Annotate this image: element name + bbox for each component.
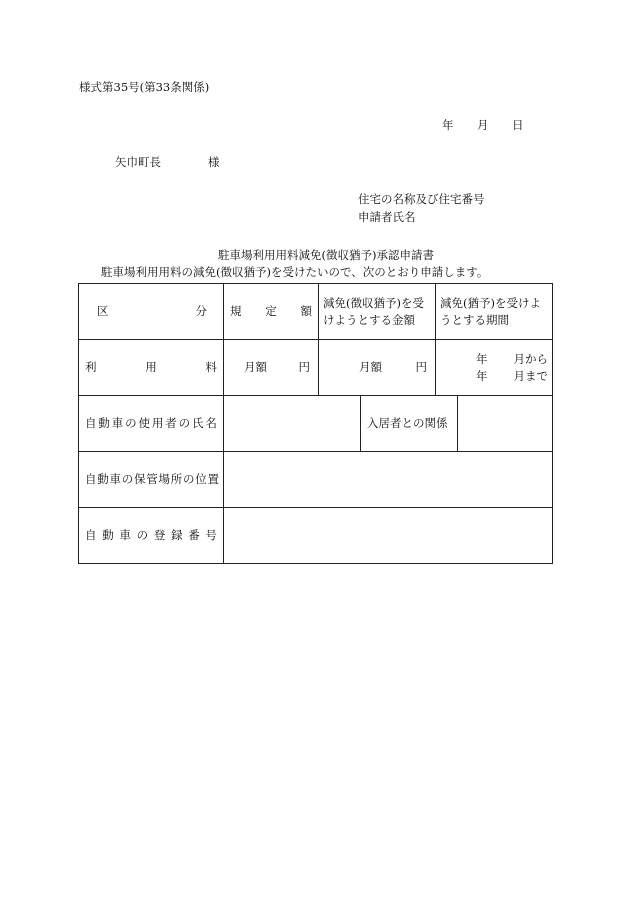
label-char: 管: [146, 472, 158, 487]
label-char: 場: [158, 472, 170, 487]
registration-number-row: [79, 508, 553, 564]
usage-fee-label-cell: [79, 340, 224, 396]
header-standard-cell: [224, 284, 319, 340]
label-char: の: [136, 528, 149, 543]
label-char: 自: [85, 416, 97, 431]
usage-fee-char: 用: [145, 360, 157, 375]
label-char: 名: [205, 416, 217, 431]
date-year: 年: [442, 118, 454, 132]
yen-label: 円: [298, 360, 310, 375]
label-char: 氏: [192, 416, 204, 431]
label-char: の: [125, 416, 137, 431]
label-char: 車: [119, 528, 131, 543]
usage-fee-char: 料: [205, 360, 217, 375]
label-char: 動: [97, 472, 109, 487]
header-category-cell: [79, 284, 224, 340]
period-from-month: 月から: [513, 351, 549, 366]
label-char: の: [121, 472, 134, 487]
intro-text: 駐車場利用用料の減免(徴収猶予)を受けたいので、次のとおり申請します。: [101, 265, 489, 279]
header-reduction-amount: 減免(徴収猶予)を受けようとする金額: [323, 295, 424, 327]
vehicle-user-row: [79, 396, 553, 452]
label-char: の: [183, 472, 195, 487]
storage-location-label-cell: [79, 452, 224, 508]
table-header-row: [79, 284, 553, 340]
addressee-honorific: 様: [208, 155, 220, 169]
relation-label: 入居者との関係: [367, 416, 448, 431]
label-char: 用: [151, 416, 164, 431]
relation-label-cell: [361, 396, 458, 452]
label-char: 動: [102, 528, 114, 543]
date-month: 月: [477, 118, 489, 132]
period-from-year: 年: [476, 351, 488, 366]
period-to-year: 年: [476, 368, 488, 383]
header-period: 減免(猶予)を受けようとする期間: [440, 295, 541, 327]
standard-amount-cell[interactable]: [224, 340, 319, 396]
vehicle-user-name-field[interactable]: [224, 396, 361, 452]
application-table: [78, 283, 553, 564]
relation-field[interactable]: [458, 396, 553, 452]
storage-location-row: [79, 452, 553, 508]
usage-fee-row: [79, 340, 553, 396]
addressee-name: 矢巾町長: [115, 155, 161, 169]
header-period-cell: [436, 284, 553, 340]
label-char: 登: [153, 528, 166, 543]
monthly-label: 月額: [244, 360, 267, 375]
label-char: 使: [138, 416, 150, 431]
form-number: 様式第35号(第33条関係): [79, 80, 210, 94]
storage-location-field[interactable]: [224, 452, 553, 508]
label-char: 車: [109, 472, 121, 487]
monthly-label: 月額: [359, 360, 382, 375]
header-standard-char: 規: [230, 304, 242, 319]
label-char: 車: [111, 416, 124, 431]
header-category-char: 分: [195, 304, 207, 319]
applicant-name-label: 申請者氏名: [358, 210, 416, 224]
label-char: 置: [207, 472, 219, 487]
label-char: 番: [188, 528, 200, 543]
yen-label: 円: [415, 360, 428, 375]
label-char: 保: [134, 472, 146, 487]
label-char: 自: [85, 472, 97, 487]
document-title: 駐車場利用用料減免(徴収猶予)承認申請書: [218, 248, 434, 262]
header-standard-char: 額: [300, 304, 312, 319]
reduction-amount-cell[interactable]: [319, 340, 436, 396]
header-reduction-amount-cell: [319, 284, 436, 340]
header-category-char: 区: [97, 304, 109, 319]
label-char: 位: [195, 472, 207, 487]
label-char: 自: [85, 528, 97, 543]
vehicle-user-label-cell: [79, 396, 224, 452]
usage-fee-char: 利: [85, 360, 97, 375]
applicant-address-label: 住宅の名称及び住宅番号: [358, 192, 485, 206]
label-char: 所: [170, 472, 183, 487]
registration-number-label-cell: [79, 508, 224, 564]
label-char: 動: [98, 416, 110, 431]
period-to-month: 月まで: [513, 368, 549, 383]
label-char: 者: [165, 416, 177, 431]
reduction-period-cell[interactable]: [436, 340, 553, 396]
header-standard-char: 定: [265, 304, 277, 319]
registration-number-field[interactable]: [224, 508, 553, 564]
date-day: 日: [512, 118, 524, 132]
label-char: の: [178, 416, 191, 431]
label-char: 号: [205, 528, 217, 543]
label-char: 録: [171, 528, 183, 543]
